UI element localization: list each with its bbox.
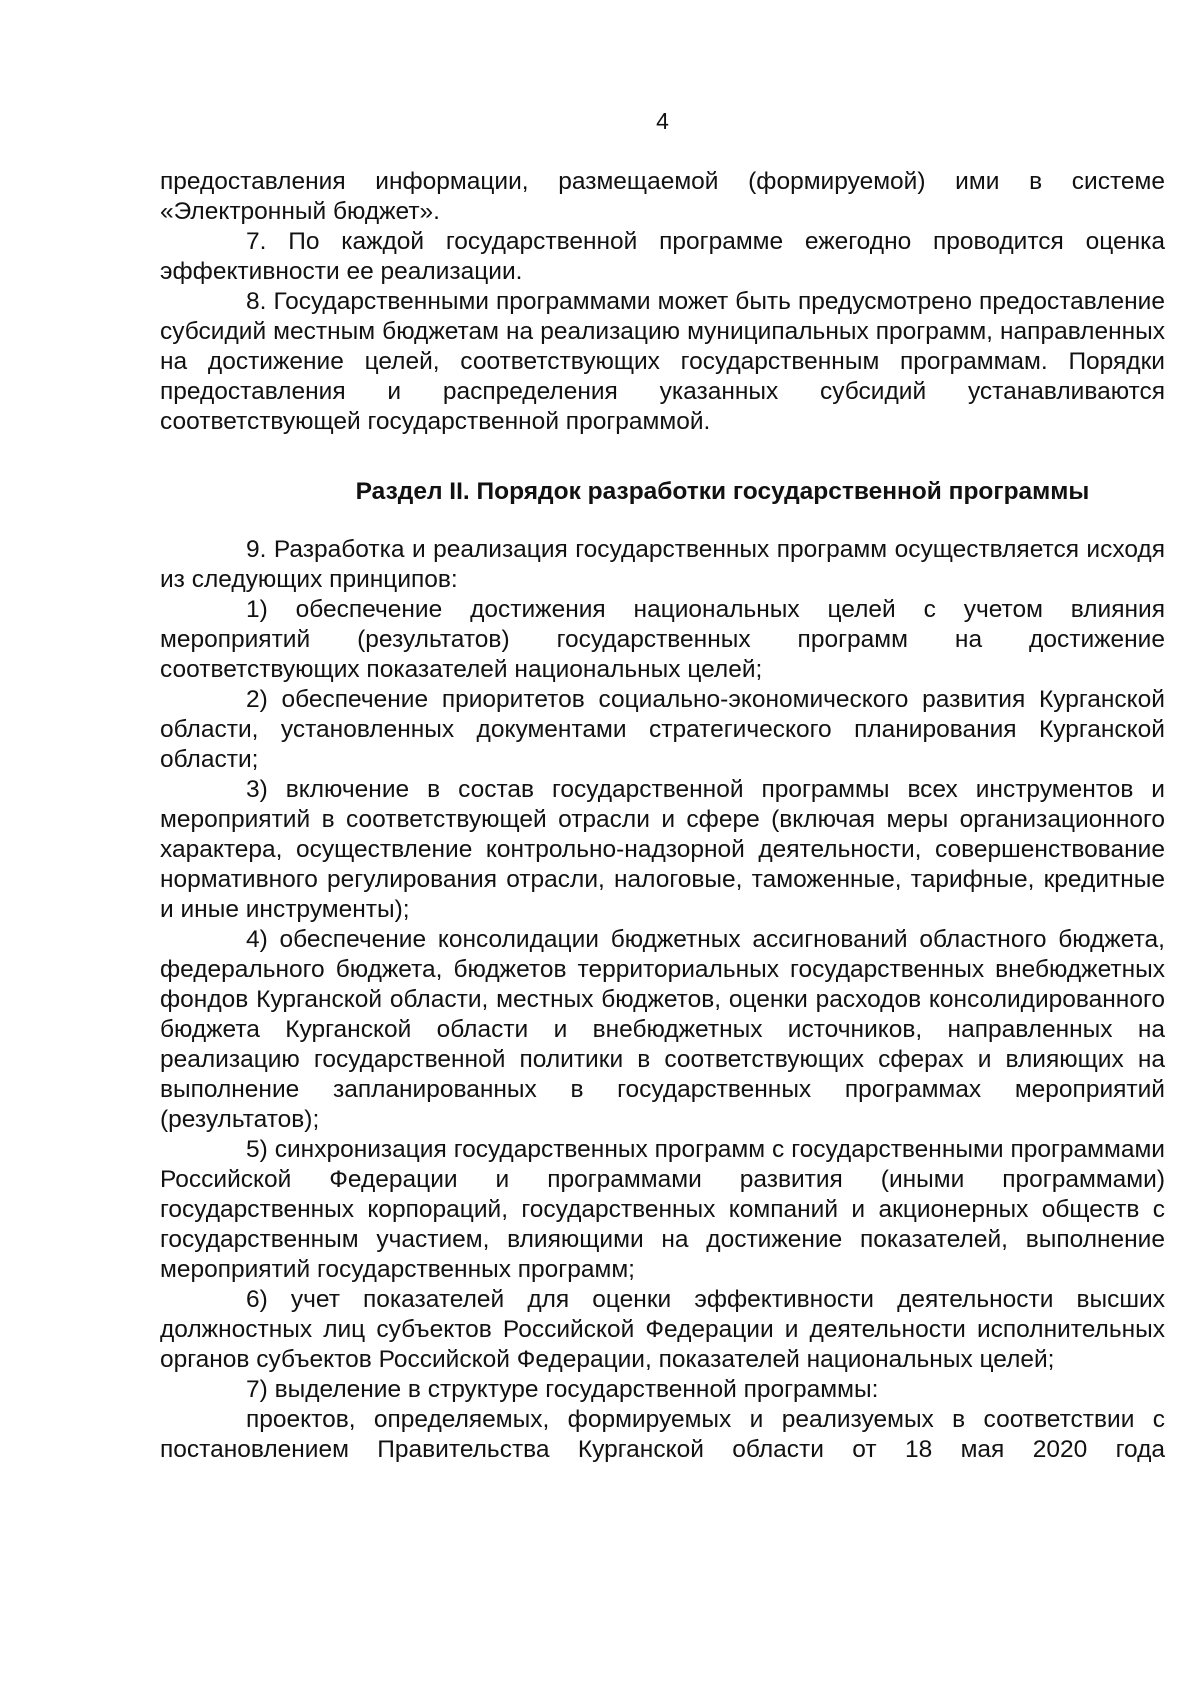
list-item-4: 4) обеспечение консолидации бюджетных ассигнований областного бюджета, федерального бюджета, бюджетов территориальных государственных внебюджетных фондов Курганской области, местных бюджетов, оценки расходов консолидированного бюджета Курганской области и внебюджетных источников, направленных на реализацию государственной политики в соответствующих сферах и влияющих на выполнение запланированных в государственных программах мероприятий (результатов); — [160, 926, 1165, 1133]
paragraph-9: 9. Разработка и реализация государственных программ осуществляется исходя из следующих принципов: — [160, 536, 1165, 593]
section-title: Раздел II. Порядок разработки государственной программы — [355, 478, 1090, 505]
paragraph-continuation: предоставления информации, размещаемой (формируемой) ими в системе «Электронный бюджет». — [160, 168, 1165, 225]
list-item-1: 1) обеспечение достижения национальных целей с учетом влияния мероприятий (результатов) государственных программ на достижение соответствующих показателей национальных целей; — [160, 596, 1165, 683]
paragraph-7: 7. По каждой государственной программе ежегодно проводится оценка эффективности ее реализации. — [160, 228, 1165, 285]
list-item-5: 5) синхронизация государственных программ с государственными программами Российской Федерации и программами развития (иными программами) государственных корпораций, государственных компаний и акционерных обществ с государственным участием, влияющими на достижение показателей, выполнение мероприятий государственных программ; — [160, 1136, 1165, 1283]
list-item-7-subitem: проектов, определяемых, формируемых и реализуемых в соответствии с постановлением Правительства Курганской области от 18 мая 2020 года — [160, 1406, 1165, 1463]
document-body — [160, 167, 1165, 1465]
list-item-2: 2) обеспечение приоритетов социально-экономического развития Курганской области, установленных документами стратегического планирования Курганской области; — [160, 686, 1165, 773]
list-item-6: 6) учет показателей для оценки эффективности деятельности высших должностных лиц субъектов Российской Федерации и деятельности исполнительных органов субъектов Российской Федерации, показателей национальных целей; — [160, 1286, 1165, 1373]
list-item-3: 3) включение в состав государственной программы всех инструментов и мероприятий в соответствующей отрасли и сфере (включая меры организационного характера, осуществление контрольно-надзорной деятельности, совершенствование нормативного регулирования отрасли, налоговые, таможенные, тарифные, кредитные и иные инструменты); — [160, 776, 1165, 923]
page-number: 4 — [656, 108, 669, 134]
list-item-7: 7) выделение в структуре государственной программы: — [246, 1376, 879, 1403]
paragraph-8: 8. Государственными программами может быть предусмотрено предоставление субсидий местным бюджетам на реализацию муниципальных программ, направленных на достижение целей, соответствующих государственным программам. Порядки предоставления и распределения указанных субсидий устанавливаются соответствующей государственной программой. — [160, 288, 1165, 435]
